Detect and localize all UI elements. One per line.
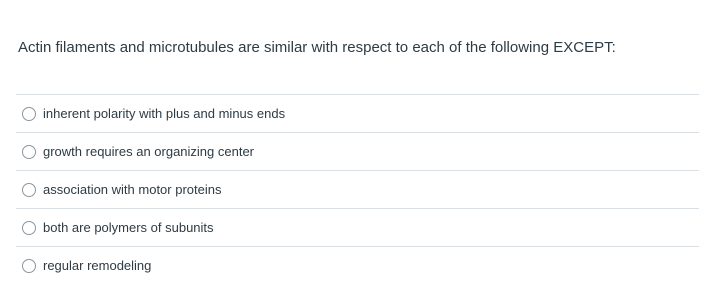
answer-list <box>16 94 699 284</box>
radio-button[interactable] <box>22 145 36 159</box>
answer-label: inherent polarity with plus and minus ends <box>43 105 286 121</box>
answer-label: regular remodeling <box>43 257 152 273</box>
answer-label: association with motor proteins <box>43 181 222 197</box>
radio-button[interactable] <box>22 107 36 121</box>
answer-label: both are polymers of subunits <box>43 219 214 235</box>
answer-option-5[interactable] <box>16 246 699 284</box>
answer-option-4[interactable] <box>16 208 699 246</box>
answer-option-1[interactable] <box>16 94 699 132</box>
question-text: Actin filaments and microtubules are similar with respect to each of the following EXCEPT: <box>18 39 616 56</box>
radio-button[interactable] <box>22 183 36 197</box>
answer-label: growth requires an organizing center <box>43 143 255 159</box>
radio-button[interactable] <box>22 259 36 273</box>
answer-option-3[interactable] <box>16 170 699 208</box>
answer-option-2[interactable] <box>16 132 699 170</box>
radio-button[interactable] <box>22 221 36 235</box>
